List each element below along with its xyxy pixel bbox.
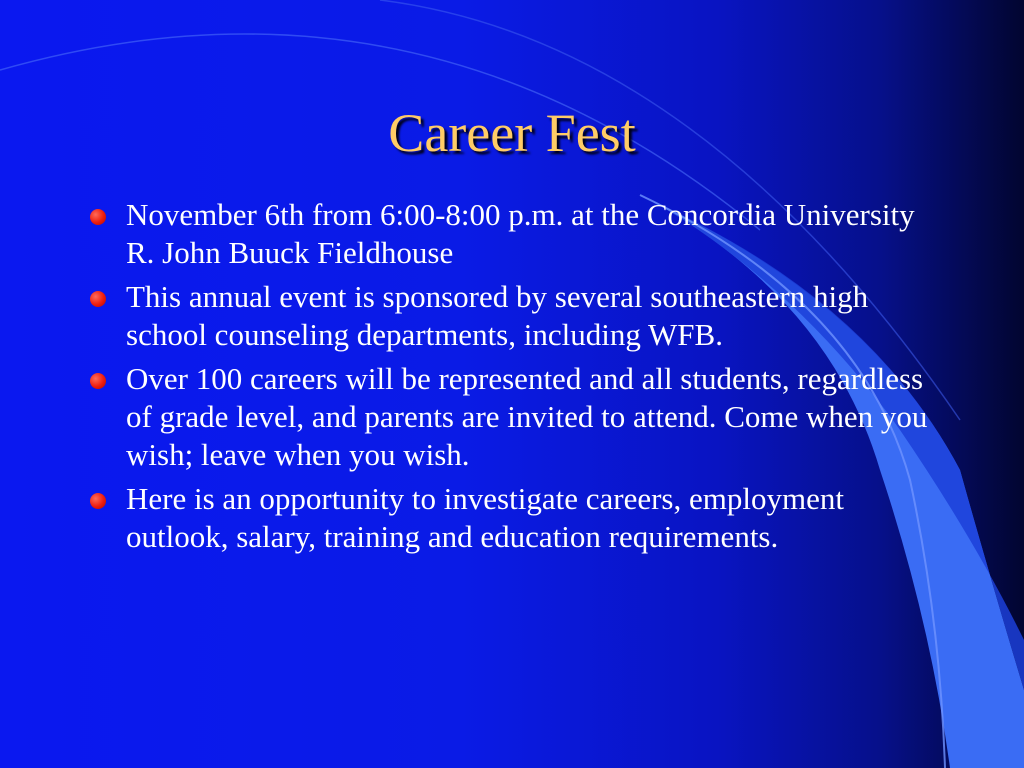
bullet-text: Over 100 careers will be represented and all students, regardless of grade level, and parents are invited to attend. Come when you wish; leave when you wish. <box>126 361 928 472</box>
bullet-item <box>88 196 948 272</box>
bullet-text: November 6th from 6:00-8:00 p.m. at the Concordia University R. John Buuck Fieldhouse <box>126 197 915 270</box>
bullet-text: This annual event is sponsored by several southeastern high school counseling departments, including WFB. <box>126 279 869 352</box>
red-dot-bullet-icon <box>90 209 106 225</box>
red-dot-bullet-icon <box>90 493 106 509</box>
bullet-item <box>88 480 948 556</box>
bullet-text: Here is an opportunity to investigate careers, employment outlook, salary, training and education requirements. <box>126 481 844 554</box>
red-dot-bullet-icon <box>90 373 106 389</box>
slide-title: Career Fest <box>388 103 636 163</box>
bullet-item <box>88 360 948 474</box>
bullet-item <box>88 278 948 354</box>
bullet-list <box>88 196 948 562</box>
red-dot-bullet-icon <box>90 291 106 307</box>
